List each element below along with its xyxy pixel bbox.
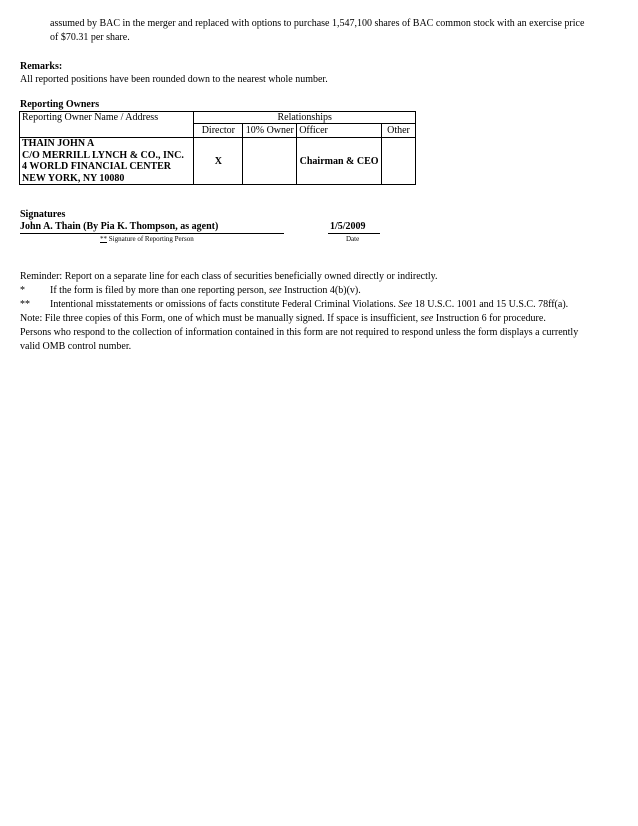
officer-column-header: Officer [297,124,382,138]
signature-caption-mark: ** [100,235,107,243]
ten-pct-owner-column-header: 10% Owner [243,124,297,138]
double-star-footnote-ref: 18 U.S.C. 1001 and 15 U.S.C. 78ff(a). [412,299,569,310]
owner-address-line2: 4 WORLD FINANCIAL CENTER [22,161,172,172]
star-footnote-ref: Instruction 4(b)(v). [281,285,361,296]
other-column-header: Other [382,124,416,138]
ten-pct-owner-cell [243,138,297,185]
owner-row [20,138,416,185]
owner-name-header: Reporting Owner Name / Address [20,112,194,138]
signatures-heading: Signatures [20,209,66,220]
owner-name: THAIN JOHN A [22,138,95,149]
double-star-footnote-text: Intentional misstatements or omissions of facts constitute Federal Criminal Violations. [50,299,399,310]
note-ref: Instruction 6 for procedure. [433,313,546,324]
signature-date: 1/5/2009 [330,221,366,232]
star-footnote [50,284,361,298]
double-star-footnote-see: See [398,299,413,310]
footnote-continuation-line2: of $70.31 per share. [50,32,130,43]
signature-line [20,233,284,234]
owner-address-line3: NEW YORK, NY 10080 [22,172,125,184]
relationships-header: Relationships [194,112,416,124]
remarks-text: All reported positions have been rounded down to the nearest whole number. [20,74,328,85]
note-line [20,312,546,326]
reminder-text: Reminder: Report on a separate line for each class of securities beneficially owned directly or indirectly. [20,271,438,282]
date-line [328,233,380,234]
officer-cell: Chairman & CEO [297,138,382,185]
star-footnote-text: If the form is filed by more than one reporting person, [50,285,269,296]
double-star-mark: ** [20,299,30,310]
star-mark: * [20,285,25,296]
omb-notice-line1: Persons who respond to the collection of information contained in this form are not required to respond unless the form displays a currently [20,327,579,338]
signature-caption-text: Signature of Reporting Person [107,235,194,243]
reporting-owners-table [19,111,416,185]
date-caption: Date [346,235,360,243]
owner-name-address [20,138,194,185]
owner-address-line1: C/O MERRILL LYNCH & CO., INC. [22,149,184,161]
director-column-header: Director [194,124,243,138]
note-see: see [420,313,434,324]
remarks-heading: Remarks: [20,61,63,72]
double-star-footnote [50,298,568,312]
other-cell [382,138,416,185]
director-cell: X [194,138,243,185]
omb-notice-line2: valid OMB control number. [20,341,132,352]
signer-name: John A. Thain (By Pia K. Thompson, as agent) [20,221,219,232]
reporting-owners-title: Reporting Owners [20,99,100,110]
note-text: Note: File three copies of this Form, one of which must be manually signed. If space is insufficient, [20,313,421,324]
footnote-continuation-line1: assumed by BAC in the merger and replaced with options to purchase 1,547,100 shares of BAC common stock with an exercise price [50,18,585,29]
star-footnote-see: see [268,285,282,296]
signature-caption [100,235,194,244]
